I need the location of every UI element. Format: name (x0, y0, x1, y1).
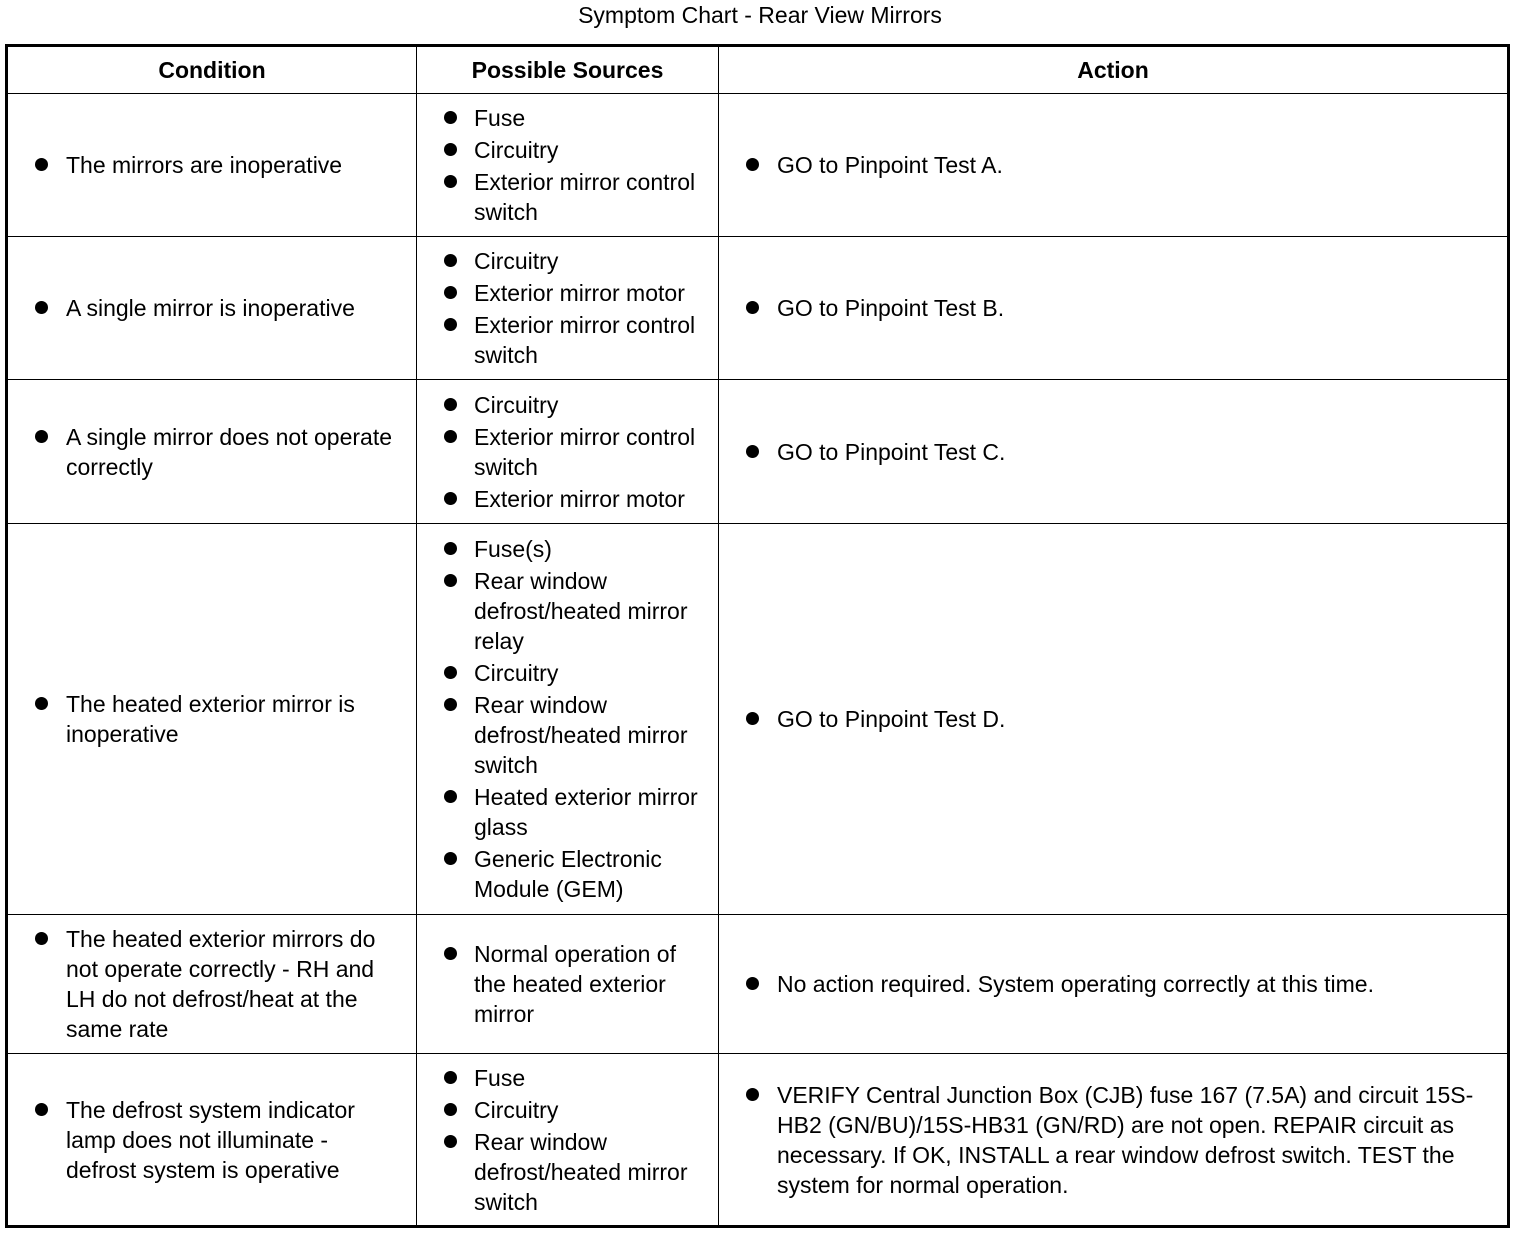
source-item: Exterior mirror control switch (417, 422, 718, 482)
page-title: Symptom Chart - Rear View Mirrors (578, 2, 942, 28)
sources-cell (417, 524, 719, 915)
condition-cell (7, 380, 417, 524)
source-item: Exterior mirror motor (417, 484, 718, 514)
source-item: Fuse(s) (417, 534, 718, 564)
action-text: No action required. System operating correctly at this time. (719, 969, 1507, 999)
action-cell (719, 237, 1509, 380)
action-cell (719, 380, 1509, 524)
table-row (7, 524, 1509, 915)
condition-text: A single mirror is inoperative (8, 293, 416, 323)
source-item: Circuitry (417, 246, 718, 276)
source-item: Fuse (417, 103, 718, 133)
sources-cell (417, 380, 719, 524)
condition-cell (7, 94, 417, 237)
condition-cell (7, 524, 417, 915)
source-item: Heated exterior mirror glass (417, 782, 718, 842)
header-row (7, 46, 1509, 94)
action-text: GO to Pinpoint Test D. (719, 704, 1507, 734)
symptom-chart-table (5, 44, 1510, 1228)
source-item: Rear window defrost/heated mirror switch (417, 1127, 718, 1217)
condition-text: The mirrors are inoperative (8, 150, 416, 180)
sources-cell (417, 94, 719, 237)
source-item: Exterior mirror control switch (417, 310, 718, 370)
header-condition: Condition (7, 46, 417, 94)
source-item: Exterior mirror motor (417, 278, 718, 308)
table-row (7, 380, 1509, 524)
condition-text: A single mirror does not operate correctly (8, 422, 416, 482)
action-text: GO to Pinpoint Test C. (719, 437, 1507, 467)
sources-cell (417, 1054, 719, 1227)
source-item: Generic Electronic Module (GEM) (417, 844, 718, 904)
action-text: GO to Pinpoint Test A. (719, 150, 1507, 180)
source-item: Circuitry (417, 135, 718, 165)
table-row (7, 237, 1509, 380)
header-possible-sources: Possible Sources (417, 46, 719, 94)
header-action: Action (719, 46, 1509, 94)
source-item: Circuitry (417, 658, 718, 688)
source-item: Rear window defrost/heated mirror relay (417, 566, 718, 656)
table-row (7, 1054, 1509, 1227)
action-cell (719, 524, 1509, 915)
sources-cell (417, 237, 719, 380)
action-cell (719, 915, 1509, 1054)
sources-cell (417, 915, 719, 1054)
source-item: Circuitry (417, 390, 718, 420)
condition-cell (7, 915, 417, 1054)
condition-text: The defrost system indicator lamp does not illuminate - defrost system is operative (8, 1095, 416, 1185)
table-row (7, 94, 1509, 237)
source-item: Rear window defrost/heated mirror switch (417, 690, 718, 780)
action-text: GO to Pinpoint Test B. (719, 293, 1507, 323)
source-item: Normal operation of the heated exterior mirror (417, 939, 718, 1029)
condition-text: The heated exterior mirror is inoperative (8, 689, 416, 749)
source-item: Fuse (417, 1063, 718, 1093)
condition-cell (7, 237, 417, 380)
source-item: Circuitry (417, 1095, 718, 1125)
action-cell (719, 94, 1509, 237)
action-cell (719, 1054, 1509, 1227)
condition-text: The heated exterior mirrors do not operate correctly - RH and LH do not defrost/heat at the same rate (8, 924, 416, 1044)
condition-cell (7, 1054, 417, 1227)
source-item: Exterior mirror control switch (417, 167, 718, 227)
action-text: VERIFY Central Junction Box (CJB) fuse 167 (7.5A) and circuit 15S-HB2 (GN/BU)/15S-HB31 (GN/RD) are not open. REPAIR circuit as necessary. If OK, INSTALL a rear window defrost switch. TEST the system for normal operation. (719, 1080, 1507, 1200)
table-row (7, 915, 1509, 1054)
